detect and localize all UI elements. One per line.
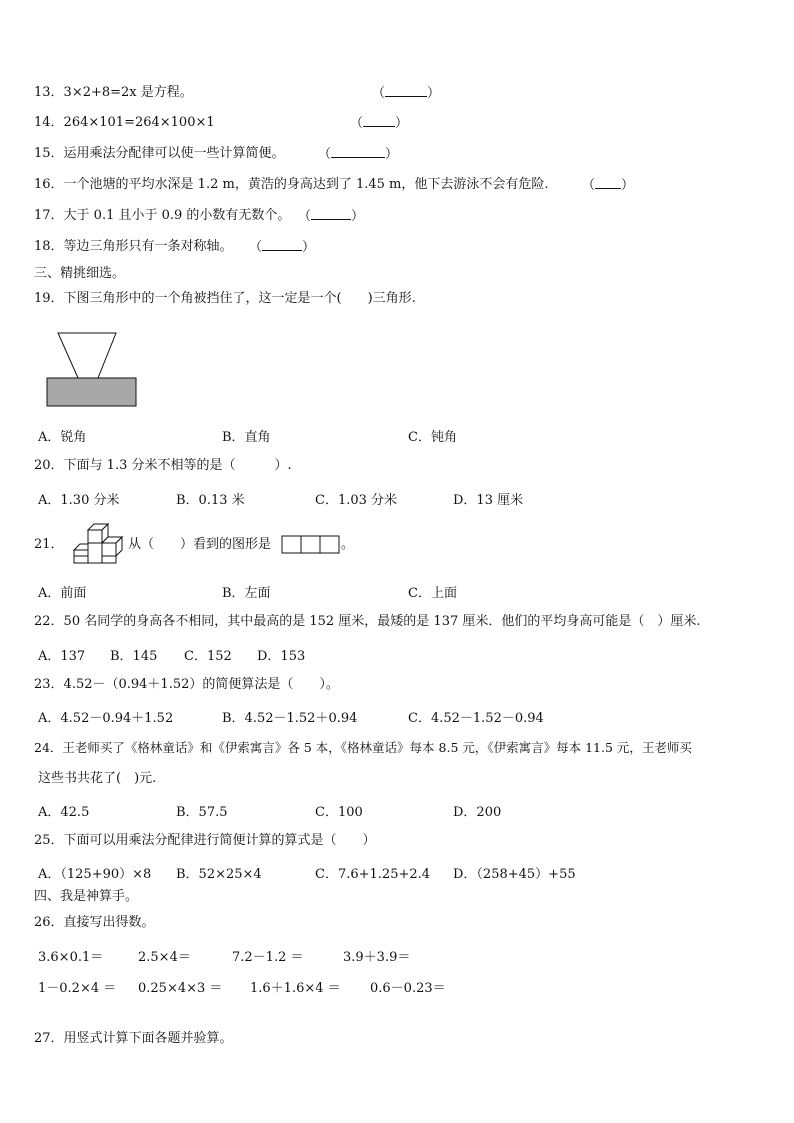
question-text: 运用乘法分配律可以使一些计算简便。 — [63, 146, 285, 161]
mental-math-item: 1－0.2×4 ＝ — [38, 981, 117, 996]
q19-option-b[interactable]: B．直角 — [222, 430, 271, 445]
question-text: 等边三角形只有一条对称轴。 — [63, 239, 233, 254]
answer-blank[interactable] — [318, 145, 398, 164]
paren-close: ） — [302, 240, 316, 255]
q19-option-a[interactable]: A．锐角 — [38, 430, 87, 445]
true-false-question-16 — [34, 176, 548, 194]
cube-stack-figure — [66, 522, 128, 566]
question-21-stem: 从（ ）看到的图形是 — [128, 537, 272, 552]
paren-close: ） — [351, 209, 365, 224]
q20-option-b[interactable]: B．0.13 米 — [176, 493, 245, 508]
q25-option-d[interactable]: D．（258+45）+55 — [453, 867, 576, 882]
q20-option-a[interactable]: A．1.30 分米 — [38, 493, 120, 508]
section-heading-3: 三、精挑细选。 — [34, 266, 126, 281]
question-24-stem-line2: 这些书共花了( )元. — [38, 771, 157, 786]
paren-open: （ — [298, 209, 312, 224]
q22-option-a[interactable]: A．137 — [38, 649, 86, 664]
mental-math-item: 3.6×0.1＝ — [38, 950, 104, 965]
mental-math-item: 3.9＋3.9＝ — [343, 950, 411, 965]
true-false-question-13 — [34, 84, 193, 102]
question-19-stem: 19．下图三角形中的一个角被挡住了，这一定是一个( )三角形. — [34, 291, 416, 306]
q25-option-a[interactable]: A．（125+90）×8 — [38, 867, 152, 882]
answer-blank[interactable] — [249, 238, 315, 257]
paren-close: ） — [385, 147, 399, 162]
answer-blank[interactable] — [372, 84, 440, 103]
q24-option-d[interactable]: D．200 — [453, 805, 502, 820]
paren-close: ） — [621, 178, 635, 193]
true-false-question-18 — [34, 238, 233, 256]
question-21-stem-end: 。 — [341, 537, 355, 552]
q23-option-c[interactable]: C．4.52－1.52－0.94 — [408, 711, 544, 726]
paren-open: （ — [350, 116, 364, 131]
mental-math-item: 1.6＋1.6×4 ＝ — [250, 981, 341, 996]
question-text: 264×101=264×100×1 — [63, 115, 215, 130]
answer-blank[interactable] — [350, 114, 408, 133]
true-false-question-15 — [34, 145, 285, 163]
answer-blank[interactable] — [298, 207, 364, 226]
q22-option-c[interactable]: C．152 — [184, 649, 232, 664]
question-25-stem: 25．下面可以用乘法分配律进行简便计算的算式是（ ） — [34, 833, 376, 848]
cover-rectangle — [47, 378, 136, 406]
question-20-stem: 20．下面与 1.3 分米不相等的是（ ）. — [34, 458, 292, 473]
mental-math-item: 0.25×4×3 ＝ — [138, 981, 223, 996]
true-false-question-17 — [34, 207, 290, 225]
blank-line[interactable] — [311, 207, 351, 220]
question-24-stem-line1: 24．王老师买了《格林童话》和《伊索寓言》各 5 本，《格林童话》每本 8.5 元，《伊索寓言》每本 11.5 元，王老师买 — [34, 740, 692, 755]
q25-option-b[interactable]: B．52×25×4 — [176, 867, 262, 882]
true-false-question-14 — [34, 114, 215, 132]
answer-blank[interactable] — [582, 176, 634, 195]
question-text: 大于 0.1 且小于 0.9 的小数有无数个。 — [63, 208, 291, 223]
q20-option-d[interactable]: D．13 厘米 — [453, 493, 524, 508]
q23-option-a[interactable]: A．4.52－0.94＋1.52 — [38, 711, 174, 726]
q24-option-a[interactable]: A．42.5 — [38, 805, 90, 820]
paren-open: （ — [372, 86, 386, 101]
q22-option-d[interactable]: D．153 — [257, 649, 306, 664]
q24-option-b[interactable]: B．57.5 — [176, 805, 228, 820]
q21-option-c[interactable]: C．上面 — [408, 586, 457, 601]
paren-open: （ — [249, 240, 263, 255]
section-heading-4: 四、我是神算手。 — [34, 889, 139, 904]
question-22-stem: 22．50 名同学的身高各不相同，其中最高的是 152 厘米，最矮的是 137 厘米．他们的平均身高可能是（ ）厘米. — [34, 614, 701, 629]
blank-line[interactable] — [331, 145, 385, 158]
blank-line[interactable] — [363, 114, 395, 127]
question-text: 13． — [34, 85, 64, 100]
question-text: 一个池塘的平均水深是 1.2 m，黄浩的身高达到了 1.45 m，他下去游泳不会有危险. — [63, 177, 549, 192]
question-27-stem: 27．用竖式计算下面各题并验算。 — [34, 1031, 233, 1046]
q25-option-c[interactable]: C．7.6+1.25+2.4 — [315, 867, 431, 882]
paren-open: （ — [318, 147, 332, 162]
paren-open: （ — [582, 178, 596, 193]
three-squares-figure — [281, 535, 341, 555]
blank-line[interactable] — [385, 84, 427, 97]
q20-option-c[interactable]: C．1.03 分米 — [315, 493, 398, 508]
q21-option-a[interactable]: A．前面 — [38, 586, 87, 601]
blank-line[interactable] — [262, 238, 302, 251]
question-text: 3×2+8=2x 是方程。 — [63, 85, 193, 100]
paren-close: ） — [395, 116, 409, 131]
q23-option-b[interactable]: B．4.52－1.52＋0.94 — [222, 711, 358, 726]
question-text: 18． — [34, 239, 64, 254]
mental-math-item: 7.2－1.2 ＝ — [232, 950, 304, 965]
q24-option-c[interactable]: C．100 — [315, 805, 363, 820]
paren-close: ） — [427, 86, 441, 101]
q21-option-b[interactable]: B．左面 — [222, 586, 271, 601]
mental-math-item: 2.5×4＝ — [138, 950, 191, 965]
blank-line[interactable] — [595, 176, 621, 189]
question-23-stem: 23．4.52－（0.94＋1.52）的简便算法是（ ）。 — [34, 677, 339, 692]
q19-option-c[interactable]: C．钝角 — [408, 430, 457, 445]
question-21-number: 21． — [34, 537, 64, 552]
question-text: 17． — [34, 208, 64, 223]
question-text: 15． — [34, 146, 64, 161]
triangle-figure — [44, 330, 140, 410]
q22-option-b[interactable]: B．145 — [110, 649, 158, 664]
question-text: 16． — [34, 177, 64, 192]
mental-math-item: 0.6－0.23＝ — [370, 981, 446, 996]
question-text: 14． — [34, 115, 64, 130]
question-26-stem: 26．直接写出得数。 — [34, 915, 155, 930]
